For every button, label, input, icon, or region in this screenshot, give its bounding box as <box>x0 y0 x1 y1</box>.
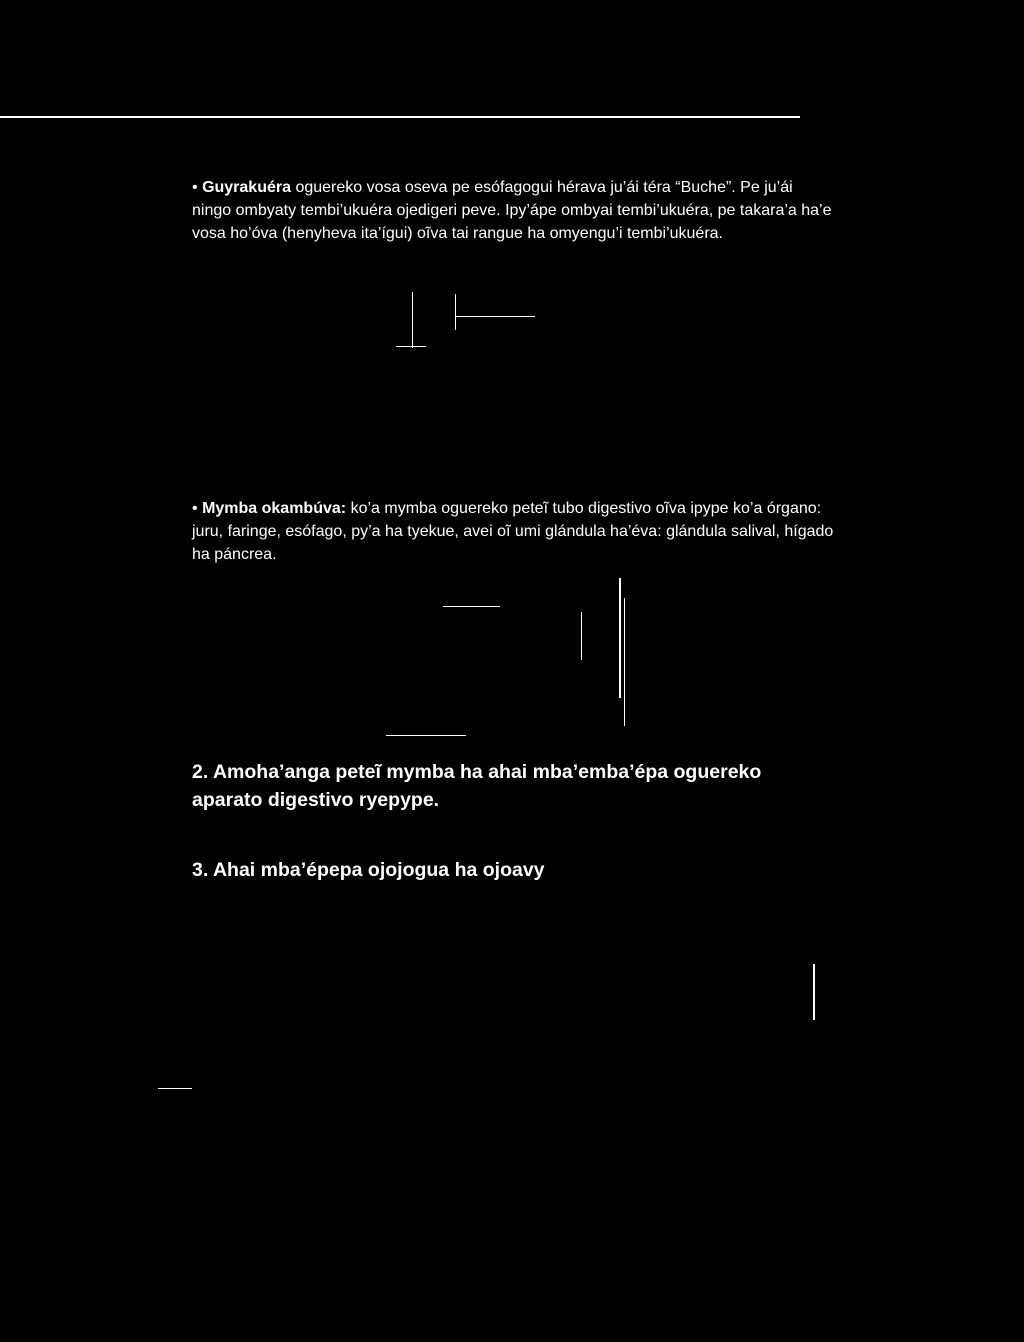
bullet-line-2: juru, faringe, esófago, py’a ha tyekue, avei oĩ umi glándula ha’éva: glándula salival, hígado <box>192 523 834 540</box>
bullet-line-1 <box>192 497 902 520</box>
line-artifact <box>455 316 535 317</box>
question-3-line: 3. Ahai mba’épepa ojojogua ha ojoavy <box>192 859 545 881</box>
bullet-line-3: ha páncrea. <box>192 546 277 563</box>
line-artifact <box>386 735 466 736</box>
bullet-line-2: ningo ombyaty tembi’ukuéra ojedigeri peve. Ipy’ápe ombyai tembi’ukuéra, pe takara’a ha’e <box>192 202 832 219</box>
bullet-term: Mymba okambúva: <box>202 500 347 517</box>
line-artifact <box>581 612 582 660</box>
question-2-line-2: aparato digestivo ryepype. <box>192 789 440 811</box>
line-artifact <box>396 346 426 347</box>
bullet-text: ko’a mymba oguereko peteĩ tubo digestivo oĩva ipype ko’a órgano: <box>350 500 822 517</box>
question-2-line-1: 2. Amoha’anga peteĩ mymba ha ahai mba’emba’épa oguereko <box>192 761 762 783</box>
bullet-marker: • <box>192 179 198 196</box>
line-artifact <box>412 292 413 348</box>
line-artifact <box>624 598 625 726</box>
top-rule <box>0 116 800 118</box>
line-artifact <box>443 606 500 607</box>
line-artifact <box>813 964 815 1020</box>
line-artifact <box>619 578 621 698</box>
question-2 <box>192 758 892 814</box>
bullet-paragraph-mymba-okambuva <box>192 497 902 566</box>
bullet-marker: • <box>192 500 198 517</box>
bullet-paragraph-guyrakuera <box>192 176 902 245</box>
bullet-text: oguereko vosa oseva pe esófagogui hérava ju’ái téra “Buche”. Pe ju’ái <box>295 179 793 196</box>
question-3 <box>192 856 892 884</box>
bullet-line-1 <box>192 176 902 199</box>
bullet-term: Guyrakuéra <box>202 179 291 196</box>
line-artifact <box>455 294 456 330</box>
line-artifact <box>158 1088 192 1089</box>
bullet-line-3: vosa ho’óva (henyheva ita’ígui) oĩva tai rangue ha omyengu’i tembi’ukuéra. <box>192 225 723 242</box>
